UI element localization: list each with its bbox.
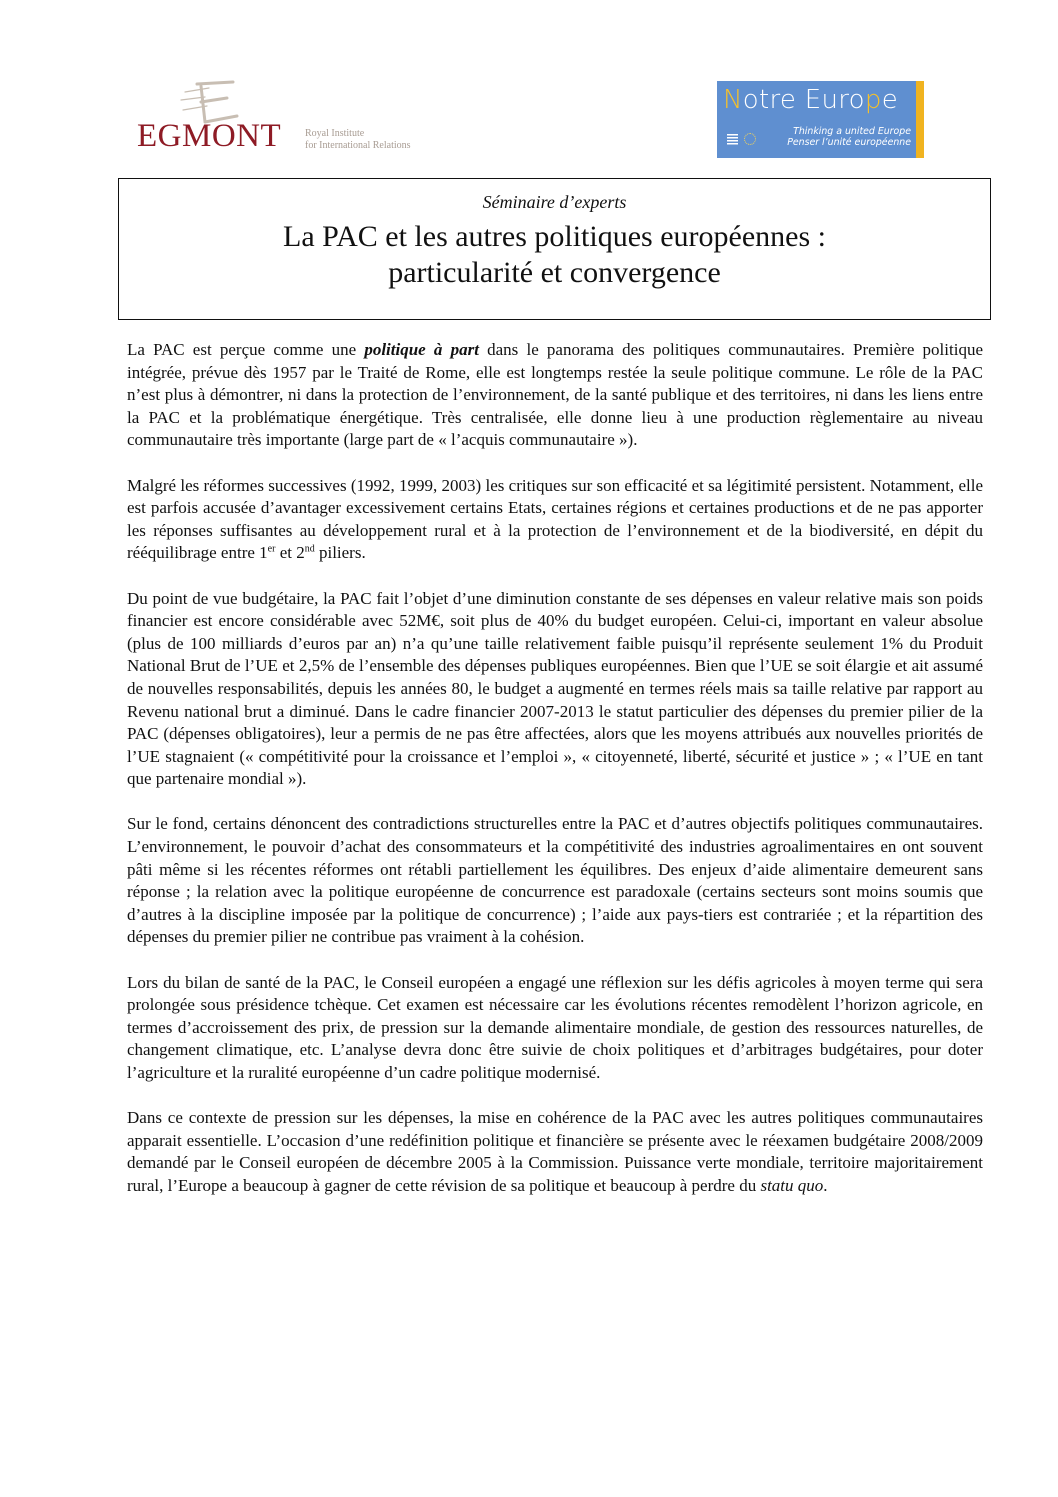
egmont-wordmark: EGMONT [137, 118, 282, 154]
egmont-logo [135, 80, 455, 160]
text: . [823, 1175, 828, 1195]
eu-stars-icon [744, 133, 756, 145]
document-body [127, 339, 983, 1220]
text: La PAC est perçue comme une [127, 340, 365, 359]
superscript: nd [304, 543, 315, 555]
paragraph-5: Lors du bilan de santé de la PAC, le Conseil européen a engagé une réflexion sur les défis agricoles à moyen terme qui sera prolongée sous présidence tchèque. Cet examen est nécessaire car les évolutions récentes remodèlent l’horizon agricole, en termes d’accroissement des prix, de pression sur la demande alimentaire mondiale, de gestion des ressources naturelles, de changement climatique, etc. L’analyse devra donc être suivie de choix politiques et d’arbitrages budgétaires, pour doter l’agriculture et la ruralité européenne d’un cadre politique modernisé. [127, 972, 983, 1082]
tagline-en: Thinking a united Europe [793, 126, 911, 137]
egmont-subtitle-line2: for International Relations [305, 140, 411, 151]
notre-europe-tagline [759, 126, 911, 148]
title-line-2: particularité et convergence [388, 256, 721, 289]
egmont-subtitle-line1: Royal Institute [305, 128, 365, 139]
wordmark-middle: otre Euro [742, 85, 865, 115]
paragraph-2 [127, 475, 983, 565]
notre-europe-logo [717, 81, 924, 158]
paragraph-4: Sur le fond, certains dénoncent des contradictions structurelles entre la PAC et d’autres objectifs politiques communautaires. L’environnement, le pouvoir d’achat des consommateurs et la compétitivité des industries agroalimentaires en ont souvent pâti même si les récentes réformes ont rétabli partiellement les équilibres. Des enjeux d’aide alimentaire demeurent sans réponse ; la relation avec la politique européenne de concurrence est paradoxale (certains secteurs sont moins soumis que d’autres à la discipline imposée par la politique de concurrence) ; l’aide aux pays-tiers est contrariée ; et la répartition des dépenses du premier pilier ne contribue pas vraiment à la cohésion. [127, 814, 983, 947]
text: Dans ce contexte de pression sur les dépenses, la mise en cohérence de la PAC avec les autres politiques communautaires apparait essentielle. L’occasion d’une redéfinition politique et financière se présente avec le réexamen budgétaire 2008/2009 demandé par le Conseil européen de décembre 2005 à la Commission. Puissance verte mondiale, territoire majoritairement rural, l’Europe a beaucoup à gagner de cette révision de sa politique et beaucoup à perdre du [127, 1108, 983, 1195]
text: Malgré les réformes successives (1992, 1999, 2003) les critiques sur son efficacité et sa légitimité persistent. Notamment, elle est parfois accusée d’avantager excessivement certains Etats, certaines régions et certaines productions et de ne pas apporter les réponses suffisantes au développement rural et à la protection de l’environnement et de la biodiversité, en dépit du rééquilibrage entre 1 [127, 475, 983, 563]
egmont-subtitle [305, 128, 411, 152]
wordmark-n: N [723, 85, 743, 115]
title-box [118, 178, 991, 320]
notre-europe-wordmark [723, 87, 898, 113]
paragraph-6 [127, 1107, 983, 1197]
emphasis-text: politique à part [364, 340, 479, 359]
seminar-subtitle: Séminaire d’experts [482, 192, 627, 212]
superscript: er [267, 543, 276, 555]
paragraph-3: Du point de vue budgétaire, la PAC fait l’objet d’une diminution constante de ses dépenses en valeur relative mais son poids financier est encore considérable avec 52M€, soit plus de 40% du budget européen. Celui-ci, important en valeur absolue (plus de 100 milliards d’euros par an) n’a qu’une taille relativement faible puisqu’il représente seulement 1% du Produit National Brut de l’UE et 2,5% de l’ensemble des dépenses publiques européennes. Bien que l’UE se soit élargie et ait assumé de nouvelles responsabilités, depuis les années 80, le budget a augmenté en termes réels mais sa taille relative par rapport au Revenu national brut a diminué. Dans le cadre financier 2007-2013 le statut particulier des dépenses du premier pilier de la PAC (dépenses obligatoires), leur a permis de ne pas être affectées, alors que les moyens attribués aux nouvelles priorités de l’UE stagnaient (« compétitivité pour la croissance et l’emploi », « citoyenneté, liberté, sécurité et justice » ; « l’UE en tant que partenaire mondial »). [127, 588, 983, 789]
tagline-fr: Penser l’unité européenne [787, 137, 911, 148]
text: dans le panorama des politiques communautaires. Première politique intégrée, prévue dès 1957 par le Traité de Rome, elle est longtemps restée la seule politique commune. Le rôle de la PAC n’est plus à démontrer, ni dans la protection de l’environnement, de la santé publique et des territoires, ni dans les liens entre la PAC et la problématique énergétique. Très centralisée, elle donne lieu à une production règlementaire au niveau communautaire très importante (large part de « l’acquis communautaire »). [127, 340, 983, 450]
italic-text: statu quo [760, 1175, 824, 1195]
title-line-1: La PAC et les autres politiques européennes : [283, 220, 826, 253]
wordmark-end: e [881, 85, 898, 115]
book-icon [727, 134, 738, 146]
paragraph-1 [127, 339, 983, 452]
notre-europe-accent-bar [916, 81, 924, 158]
text: et 2 [275, 543, 305, 563]
wordmark-p: p [864, 85, 882, 115]
document-title [119, 219, 990, 291]
text: piliers. [314, 543, 366, 563]
